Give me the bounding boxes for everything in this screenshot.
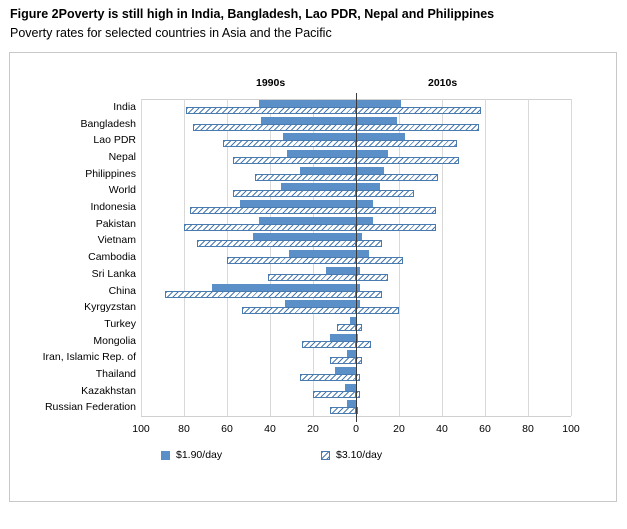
- x-tick-label: 100: [132, 423, 150, 435]
- category-label: Lao PDR: [93, 134, 136, 147]
- category-label: Indonesia: [90, 201, 136, 214]
- bar-2010s-310: [356, 307, 399, 314]
- x-tick-label: 100: [562, 423, 580, 435]
- gridline: [571, 99, 572, 416]
- legend-swatch-solid-icon: [161, 451, 170, 460]
- category-label: Kyrgyzstan: [84, 301, 136, 314]
- bar-1990s-310: [193, 124, 356, 131]
- bar-1990s-190: [347, 400, 356, 407]
- category-label: Nepal: [108, 151, 136, 164]
- x-tick-label: 80: [522, 423, 534, 435]
- bar-1990s-310: [233, 157, 356, 164]
- chart-legend: [141, 449, 571, 467]
- bar-1990s-190: [253, 233, 356, 240]
- bar-1990s-310: [165, 291, 356, 298]
- bar-2010s-190: [356, 167, 384, 174]
- bar-1990s-310: [268, 274, 356, 281]
- category-label: Sri Lanka: [91, 267, 136, 280]
- bar-1990s-190: [259, 217, 356, 224]
- bar-1990s-190: [285, 300, 356, 307]
- x-tick-label: 60: [221, 423, 233, 435]
- category-label: Vietnam: [97, 234, 136, 247]
- x-tick-label: 0: [353, 423, 359, 435]
- bar-2010s-310: [356, 174, 438, 181]
- figure-title-text: Poverty is still high in India, Bangladesh, Lao PDR, Nepal and Philippines: [58, 7, 495, 21]
- zero-axis-line: [356, 93, 357, 422]
- category-label: Russian Federation: [44, 401, 136, 414]
- bar-1990s-190: [347, 350, 356, 357]
- bar-1990s-310: [302, 341, 356, 348]
- bar-1990s-310: [184, 224, 356, 231]
- legend-label: $3.10/day: [336, 449, 383, 462]
- bar-1990s-190: [261, 117, 356, 124]
- bar-2010s-190: [356, 183, 380, 190]
- bar-1990s-190: [345, 384, 356, 391]
- category-label: Cambodia: [88, 251, 136, 264]
- category-label: Turkey: [104, 317, 136, 330]
- category-label: Bangladesh: [80, 117, 136, 130]
- bar-1990s-310: [330, 407, 356, 414]
- legend-item: [321, 449, 382, 461]
- category-label: Thailand: [95, 367, 136, 380]
- bar-1990s-190: [330, 334, 356, 341]
- bar-2010s-190: [356, 217, 373, 224]
- bar-2010s-310: [356, 207, 436, 214]
- period-label-1990s: 1990s: [256, 77, 286, 89]
- bar-1990s-190: [283, 133, 356, 140]
- bar-1990s-190: [240, 200, 356, 207]
- x-tick-label: 40: [264, 423, 276, 435]
- bar-2010s-310: [356, 140, 457, 147]
- bar-2010s-310: [356, 341, 371, 348]
- bar-2010s-310: [356, 124, 479, 131]
- bar-1990s-310: [337, 324, 356, 331]
- bar-1990s-190: [212, 284, 356, 291]
- bar-2010s-190: [356, 100, 401, 107]
- category-label: Philippines: [85, 167, 136, 180]
- category-label: Pakistan: [95, 217, 136, 230]
- bar-2010s-310: [356, 190, 414, 197]
- bar-2010s-190: [356, 133, 405, 140]
- figure-title: [10, 6, 620, 22]
- bar-2010s-310: [356, 224, 436, 231]
- bar-2010s-310: [356, 291, 382, 298]
- category-label: Iran, Islamic Rep. of: [42, 351, 136, 364]
- bar-2010s-190: [356, 250, 369, 257]
- bar-1990s-310: [186, 107, 356, 114]
- bar-1990s-310: [300, 374, 356, 381]
- bar-2010s-190: [356, 117, 397, 124]
- x-tick-label: 40: [436, 423, 448, 435]
- bar-1990s-190: [259, 100, 356, 107]
- bar-2010s-190: [356, 150, 388, 157]
- category-label: Mongolia: [93, 334, 136, 347]
- bar-1990s-190: [335, 367, 357, 374]
- title-block: [10, 6, 620, 41]
- bar-1990s-310: [255, 174, 356, 181]
- bar-1990s-310: [242, 307, 356, 314]
- bar-1990s-190: [300, 167, 356, 174]
- bar-1990s-310: [330, 357, 356, 364]
- bar-2010s-310: [356, 257, 403, 264]
- legend-swatch-hatch-icon: [321, 451, 330, 460]
- x-tick-label: 20: [393, 423, 405, 435]
- legend-item: [161, 449, 222, 461]
- bar-1990s-310: [223, 140, 356, 147]
- figure-number: Figure 2: [10, 7, 59, 21]
- bar-1990s-310: [197, 240, 356, 247]
- period-label-2010s: 2010s: [428, 77, 458, 89]
- bar-1990s-190: [287, 150, 356, 157]
- bar-1990s-310: [313, 391, 356, 398]
- bar-1990s-310: [190, 207, 356, 214]
- bar-1990s-310: [233, 190, 356, 197]
- bar-1990s-310: [227, 257, 356, 264]
- bar-1990s-190: [281, 183, 356, 190]
- bar-2010s-310: [356, 157, 459, 164]
- bar-2010s-190: [356, 200, 373, 207]
- x-tick-label: 60: [479, 423, 491, 435]
- bar-1990s-190: [326, 267, 356, 274]
- category-label: Kazakhstan: [81, 384, 136, 397]
- legend-label: $1.90/day: [176, 449, 223, 462]
- category-label: China: [108, 284, 136, 297]
- x-tick-label: 80: [178, 423, 190, 435]
- bar-2010s-310: [356, 274, 388, 281]
- plot-area: [141, 99, 571, 416]
- x-tick-label: 20: [307, 423, 319, 435]
- bar-1990s-190: [289, 250, 356, 257]
- figure-subtitle: Poverty rates for selected countries in Asia and the Pacific: [10, 26, 332, 40]
- category-label: World: [108, 184, 136, 197]
- chart-frame: [9, 52, 617, 502]
- category-label: India: [113, 101, 136, 113]
- category-axis-labels: [10, 99, 136, 416]
- bar-2010s-310: [356, 107, 481, 114]
- bar-2010s-310: [356, 240, 382, 247]
